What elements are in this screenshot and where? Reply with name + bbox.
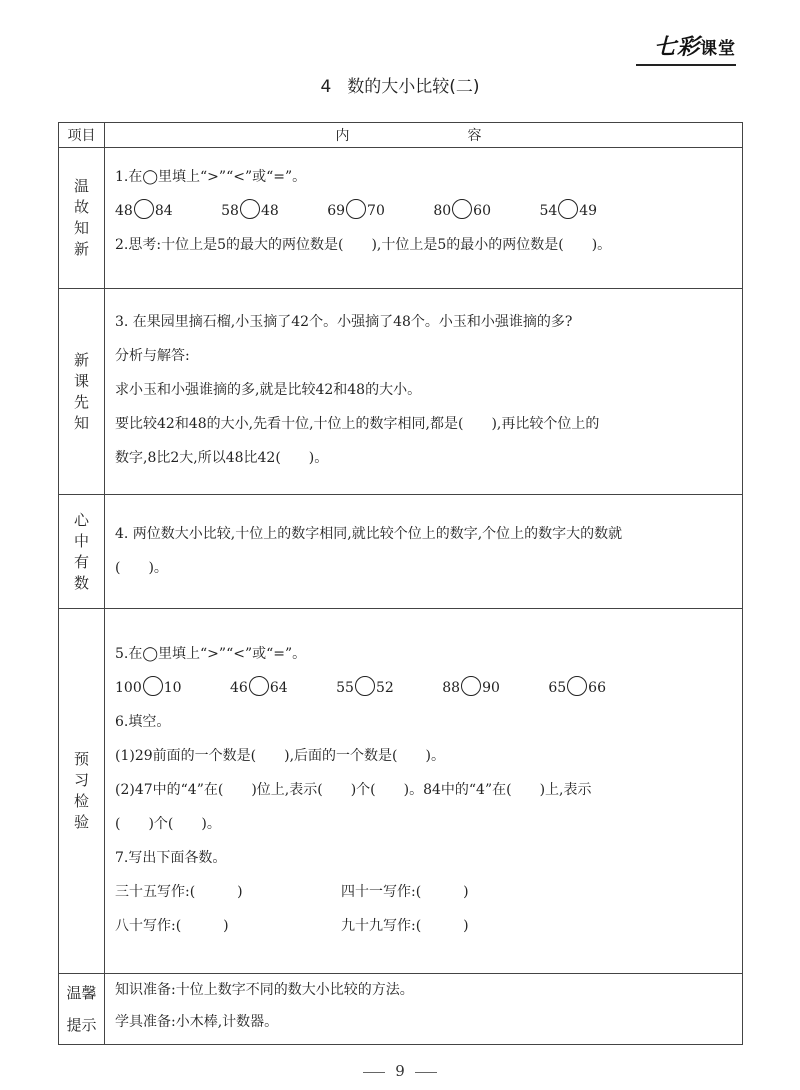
question-2: 2.思考:十位上是5的最大的两位数是( ),十位上是5的最小的两位数是( )。 — [115, 237, 612, 253]
question-4-line-2: ( )。 — [115, 560, 168, 576]
answer-circle[interactable] — [240, 199, 260, 219]
compare-item: 80 60 — [433, 194, 491, 228]
answer-circle[interactable] — [143, 676, 163, 696]
section-tips — [59, 974, 743, 1045]
compare-item: 54 49 — [539, 194, 597, 228]
write-item: 九十九写作:( ) — [341, 918, 469, 934]
analysis-line-3: 数字,8比2大,所以48比42( )。 — [115, 450, 329, 466]
header-item: 项目 — [59, 123, 105, 148]
compare-item: 58 48 — [221, 194, 279, 228]
lesson-number: 4 — [320, 77, 332, 97]
section-label-preview: 预习检验 — [73, 750, 89, 831]
question-6-3: ( )个( )。 — [115, 816, 221, 832]
answer-circle[interactable] — [452, 199, 472, 219]
write-item: 四十一写作:( ) — [341, 884, 469, 900]
brand-underline — [636, 64, 736, 66]
question-5-items — [115, 671, 742, 705]
compare-item: 46 64 — [230, 671, 288, 705]
question-7-row-1 — [115, 875, 742, 909]
question-7: 7.写出下面各数。 — [115, 850, 227, 866]
question-4-line-1: 4. 两位数大小比较,十位上的数字相同,就比较个位上的数字,个位上的数字大的数就 — [115, 526, 623, 542]
answer-circle[interactable] — [249, 676, 269, 696]
question-1-items — [115, 194, 742, 228]
answer-circle[interactable] — [461, 676, 481, 696]
brand-logo: 七彩课堂 — [653, 35, 736, 60]
compare-item: 100 10 — [115, 671, 182, 705]
write-item: 八十写作:( ) — [115, 918, 229, 934]
page-title — [0, 72, 800, 97]
worksheet-table — [58, 122, 743, 1045]
question-5: 5.在◯里填上“>”“<”或“=”。 — [115, 646, 307, 662]
section-label-new: 新课先知 — [73, 350, 89, 432]
answer-circle[interactable] — [134, 199, 154, 219]
section-new — [59, 289, 743, 495]
section-review — [59, 148, 743, 289]
section-preview — [59, 609, 743, 974]
table-header-row — [59, 123, 743, 148]
question-1: 1.在◯里填上“>”“<”或“=”。 — [115, 169, 307, 185]
answer-circle[interactable] — [355, 676, 375, 696]
answer-circle[interactable] — [567, 676, 587, 696]
section-label-review: 温故知新 — [73, 177, 89, 258]
question-7-row-2 — [115, 909, 742, 943]
analysis-line-1: 求小玉和小强谁摘的多,就是比较42和48的大小。 — [115, 382, 422, 398]
tips-line-2: 学具准备:小木棒,计数器。 — [115, 1014, 279, 1030]
analysis-heading: 分析与解答: — [115, 348, 190, 364]
section-label-tips-2: 提示 — [66, 1016, 97, 1034]
compare-item: 55 52 — [336, 671, 394, 705]
page-number: 9 — [0, 1062, 800, 1080]
compare-item: 69 70 — [327, 194, 385, 228]
analysis-line-2: 要比较42和48的大小,先看十位,十位上的数字相同,都是( ),再比较个位上的 — [115, 416, 600, 432]
answer-circle[interactable] — [346, 199, 366, 219]
question-3: 3. 在果园里摘石榴,小玉摘了42个。小强摘了48个。小玉和小强谁摘的多? — [115, 314, 573, 330]
write-item: 三十五写作:( ) — [115, 884, 243, 900]
tips-line-1: 知识准备:十位上数字不同的数大小比较的方法。 — [115, 982, 414, 998]
question-6: 6.填空。 — [115, 714, 171, 730]
compare-item: 48 84 — [115, 194, 173, 228]
section-label-tips-1: 温馨 — [66, 984, 97, 1002]
compare-item: 65 66 — [548, 671, 606, 705]
question-6-1: (1)29前面的一个数是( ),后面的一个数是( )。 — [115, 748, 445, 764]
header-content: 内 容 — [105, 123, 743, 148]
section-label-mind: 心中有数 — [73, 510, 89, 592]
answer-circle[interactable] — [558, 199, 578, 219]
lesson-title: 数的大小比较(二) — [347, 77, 480, 97]
question-6-2: (2)47中的“4”在( )位上,表示( )个( )。84中的“4”在( )上,表示 — [115, 782, 592, 798]
section-mind — [59, 495, 743, 609]
compare-item: 88 90 — [442, 671, 500, 705]
